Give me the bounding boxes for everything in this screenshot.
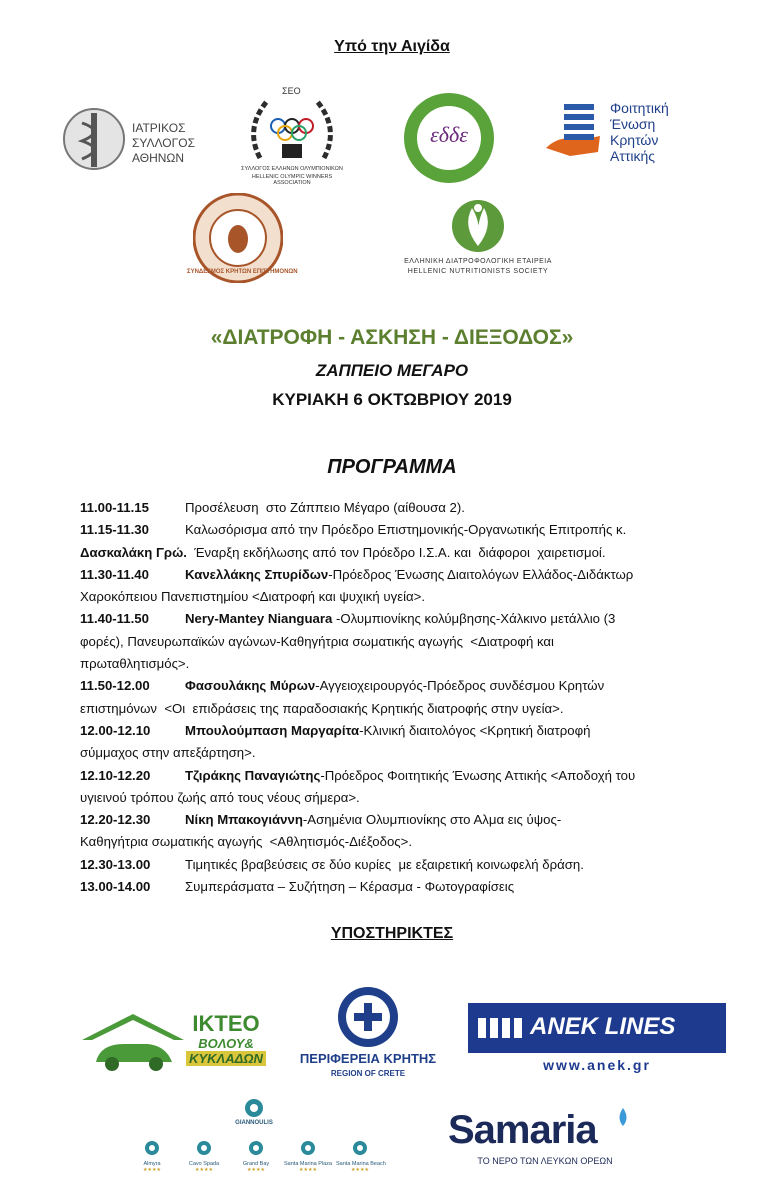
caduceus-icon [62, 99, 126, 179]
hotel-name: Santa Marina Beach [336, 1161, 386, 1167]
hotel-logo [284, 1140, 332, 1190]
crete-line1: ΠΕΡΙΦΕΡΕΙΑ ΚΡΗΤΗΣ [299, 1051, 437, 1066]
student-union-logo [540, 96, 710, 170]
schedule-line [80, 831, 690, 853]
sponsors-heading: ΥΠΟΣΤΗΡΙΚΤΕΣ [330, 925, 454, 942]
schedule-time: 11.15-11.30 [80, 522, 149, 538]
water-drop-icon [616, 1108, 630, 1126]
schedule-line [80, 765, 690, 787]
hotel-name: Cavo Spada [188, 1161, 220, 1167]
hotel-name: Almyra [143, 1161, 161, 1167]
hotel-logo [232, 1140, 280, 1190]
ikteo-line1: ΙΚΤΕΟ [192, 1011, 260, 1036]
schedule-text: υγιεινού τρόπου ζωής από τους νέους σήμερα>. [80, 789, 360, 805]
schedule-text: -Πρόεδρος Ένωσης Διαιτολόγων Ελλάδος-Διδάκτωρ [328, 566, 634, 582]
isa-line2: ΣΥΛΛΟΓΟΣ [132, 136, 196, 150]
edde-mark: εδδε [430, 122, 468, 147]
schedule-speaker: Κανελλάκης Σπυρίδων [185, 566, 329, 582]
schedule-text: -Ασημένια Ολυμπιονίκης στο Αλμα εις ύψος- [302, 812, 562, 828]
nutri-line2: HELLENIC NUTRITIONISTS SOCIETY [407, 268, 549, 275]
ikteo-line3: ΚΥΚΛΑΔΩΝ [186, 1051, 266, 1066]
schedule-line [80, 742, 690, 764]
ikteo-line2: ΒΟΛΟΥ& [198, 1036, 254, 1051]
hotel-stars-icon: ★★★★ [247, 1167, 265, 1173]
car-garage-icon [78, 1008, 188, 1078]
hotel-stars-icon: ★★★★ [299, 1167, 317, 1173]
student-line4: Αττικής [610, 148, 656, 164]
region-crete-logo [280, 985, 456, 1085]
schedule-line [80, 519, 690, 541]
hotel-swirl-icon [144, 1140, 160, 1156]
schedule-line [80, 608, 690, 630]
schedule-text: πρωταθλητισμός>. [80, 656, 190, 672]
swirl-icon [244, 1098, 264, 1118]
cretan-sci-text: ΣΥΝΔΕΣΜΟΣ ΚΡΗΤΩΝ ΕΠΙΣΤΗΜΟΝΩΝ [187, 269, 298, 275]
ikteo-logo [78, 1008, 268, 1084]
crest-icon [333, 985, 403, 1049]
olympic-line2: HELLENIC OLYMPIC WINNERS ASSOCIATION [251, 174, 333, 186]
samaria-logo [440, 1108, 650, 1182]
schedule-list [80, 497, 690, 898]
event-title: «ΔΙΑΤΡΟΦΗ - ΑΣΚΗΣΗ - ΔΙΕΞΟΔΟΣ» [210, 326, 574, 349]
hotel-logo [336, 1140, 384, 1190]
student-line2: Ένωση [610, 116, 656, 132]
schedule-speaker: Τζιράκης Παναγιώτης [185, 767, 321, 783]
schedule-speaker: Μπουλούμπαση Μαργαρίτα [185, 722, 360, 738]
schedule-time: 12.10-12.20 [80, 767, 151, 783]
schedule-line [80, 497, 690, 519]
schedule-speaker: Νίκη Μπακογιάννη [185, 812, 303, 828]
schedule-time: 12.20-12.30 [80, 812, 151, 828]
schedule-time: 11.40-11.50 [80, 611, 149, 627]
hotel-swirl-icon [352, 1140, 368, 1156]
event-date: ΚΥΡΙΑΚΗ 6 ΟΚΤΩΒΡΙΟΥ 2019 [272, 390, 512, 409]
schedule-line [80, 542, 690, 564]
hotels-row [128, 1140, 388, 1190]
schedule-time: 13.00-14.00 [80, 879, 151, 895]
hotel-logo [128, 1140, 176, 1190]
schedule-speaker: Δασκαλάκη Γρώ. [80, 544, 187, 560]
hotel-swirl-icon [300, 1140, 316, 1156]
schedule-text: Συμπεράσματα – Συζήτηση – Κέρασμα - Φωτογραφίσεις [185, 879, 515, 895]
hotel-stars-icon: ★★★★ [143, 1167, 161, 1173]
giannoulis-name: GIANNOULIS [235, 1120, 273, 1126]
program-heading: ΠΡΟΓΡΑΜΜΑ [327, 456, 457, 478]
schedule-line [80, 854, 690, 876]
schedule-text: σύμμαχος στην απεξάρτηση>. [80, 745, 256, 761]
schedule-line [80, 876, 690, 898]
schedule-text: -Αγγειοχειρουργός-Πρόεδρος συνδέσμου Κρητών [315, 678, 605, 694]
olympic-top: ΣΕΟ [282, 86, 301, 96]
hotel-logo [180, 1140, 228, 1190]
schedule-line [80, 586, 690, 608]
schedule-text: -Πρόεδρος Φοιτητικής Ένωσης Αττικής <Αποδοχή του [320, 767, 636, 783]
schedule-speaker: Φασουλάκης Μύρων [185, 678, 316, 694]
schedule-text: Καλωσόρισμα από την Πρόεδρο Επιστημονικής-Οργανωτικής Επιτροπής κ. [185, 522, 627, 538]
schedule-line [80, 720, 690, 742]
cretan-scientists-logo [187, 193, 298, 283]
olympic-winners-logo [238, 88, 346, 186]
schedule-text: επιστημόνων <Οι επιδράσεις της παραδοσιακής Κρητικής διατροφής στην υγεία>. [80, 700, 564, 716]
schedule-time: 12.00-12.10 [80, 722, 151, 738]
hotel-name: Grand Bay [242, 1161, 270, 1167]
schedule-text: Καθηγήτρια σωματικής αγωγής <Αθλητισμός-Διέξοδος>. [80, 834, 413, 850]
event-venue: ΖΑΠΠΕΙΟ ΜΕΓΑΡΟ [315, 361, 469, 380]
anek-url: www.anek.gr [543, 1057, 651, 1073]
anek-stripes-icon [478, 1018, 522, 1038]
laurel-rings-icon [238, 88, 346, 168]
schedule-line [80, 653, 690, 675]
schedule-text: -Ολυμπιονίκης κολύμβησης-Χάλκινο μετάλλιο (3 [332, 611, 616, 627]
crete-line2: REGION OF CRETE [330, 1069, 406, 1078]
under-aegis-title: Υπό την Αιγίδα [334, 38, 450, 55]
schedule-text: -Κλινική διαιτολόγος <Κρητική διατροφή [359, 722, 591, 738]
hotel-stars-icon: ★★★★ [351, 1167, 369, 1173]
edde-logo [403, 92, 495, 184]
schedule-line [80, 787, 690, 809]
schedule-text: Τιμητικές βραβεύσεις σε δύο κυρίες με εξαιρετική κοινωφελή δράση. [185, 856, 584, 872]
isa-line3: ΑΘΗΝΩΝ [132, 151, 185, 165]
samaria-name: Samaria [448, 1108, 597, 1152]
schedule-line [80, 675, 690, 697]
schedule-line [80, 631, 690, 653]
anek-logo [468, 1003, 726, 1079]
anek-name: ANEK LINES [530, 1013, 676, 1040]
schedule-line [80, 564, 690, 586]
leaf-icon [448, 198, 508, 254]
olympic-line1: ΣΥΛΛΟΓΟΣ ΕΛΛΗΝΩΝ ΟΛΥΜΠΙΟΝΙΚΩΝ [241, 166, 343, 172]
student-line3: Κρητών [610, 132, 659, 148]
isa-line1: ΙΑΤΡΙΚΟΣ [132, 121, 186, 135]
schedule-time: 11.50-12.00 [80, 678, 150, 694]
crete-flag-map-icon [540, 96, 604, 166]
hotel-name: Santa Marina Plaza [284, 1161, 332, 1167]
schedule-time: 12.30-13.00 [80, 856, 151, 872]
schedule-text: Προσέλευση στο Ζάππειο Μέγαρο (αίθουσα 2). [185, 500, 465, 515]
samaria-tagline: ΤΟ ΝΕΡΟ ΤΩΝ ΛΕΥΚΩΝ ΟΡΕΩΝ [477, 1156, 613, 1166]
schedule-line [80, 809, 690, 831]
schedule-text: Έναρξη εκδήλωσης από τον Πρόεδρο Ι.Σ.Α. και διάφοροι χαιρετισμοί. [186, 544, 606, 560]
hotel-stars-icon: ★★★★ [195, 1167, 213, 1173]
nutri-line1: ΕΛΛΗΝΙΚΗ ΔΙΑΤΡΟΦΟΛΟΓΙΚΗ ΕΤΑΙΡΕΙΑ [404, 258, 552, 265]
schedule-speaker: Nery-Mantey Nianguara [185, 611, 333, 627]
schedule-time: 11.00-11.15 [80, 500, 149, 515]
hotel-swirl-icon [248, 1140, 264, 1156]
hotel-swirl-icon [196, 1140, 212, 1156]
schedule-text: Χαροκόπειου Πανεπιστημίου <Διατροφή και ψυχική υγεία>. [80, 589, 425, 605]
schedule-text: φορές), Πανευρωπαϊκών αγώνων-Καθηγήτρια σωματικής αγωγής <Διατροφή και [80, 633, 554, 649]
giannoulis-logo [226, 1098, 282, 1132]
isa-logo [62, 95, 212, 185]
schedule-line [80, 698, 690, 720]
nutritionists-logo [388, 198, 568, 280]
student-line1: Φοιτητική [610, 100, 669, 116]
schedule-time: 11.30-11.40 [80, 566, 149, 582]
